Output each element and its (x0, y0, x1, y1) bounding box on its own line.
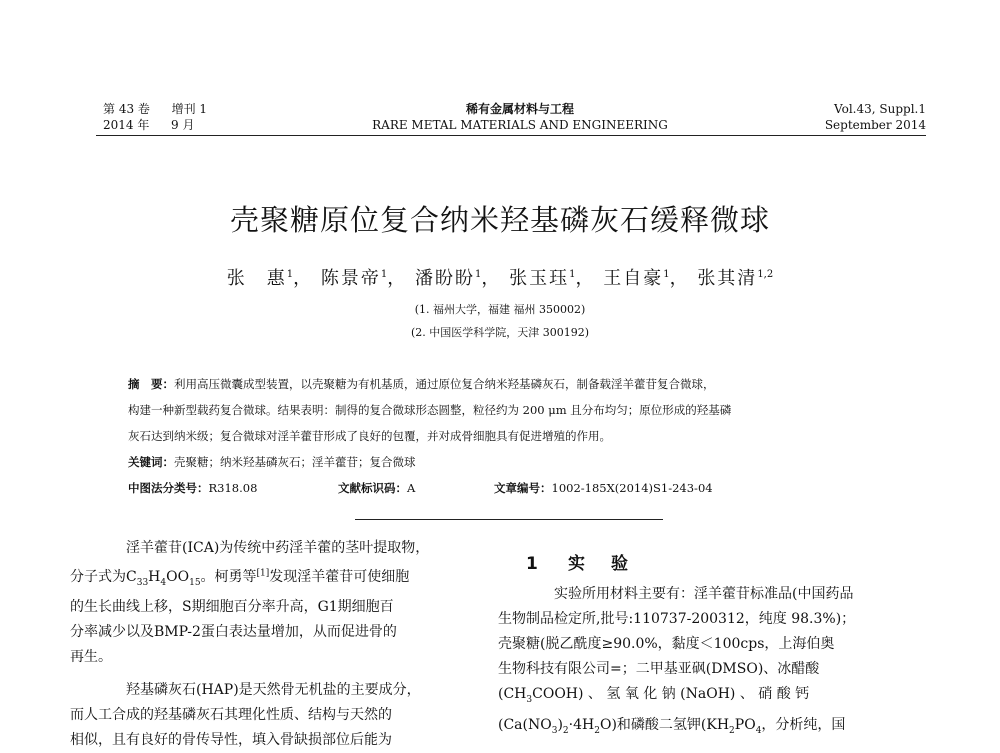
paragraph: 淫羊藿苷(ICA)为传统中药淫羊藿的茎叶提取物， 分子式为$C_{33}H_4OO_{15}$。柯勇等[1]发现淫羊藿苷可使细胞 的生长曲线上移，S期细胞百分率升高，G1期细胞百 分率减少以及BMP-2蛋白表达量增加，从而促进骨的 再生。 (70, 540, 430, 666)
abstract-line: 灰石达到纳米级；复合微球对淫羊藿苷形成了良好的包覆，并对成骨细胞具有促进增殖的作用。 (128, 429, 611, 443)
doc-code-label: 文献标识码： (338, 481, 407, 495)
header-left (103, 101, 263, 133)
volume-en: Vol.43, Suppl.1 (834, 102, 926, 116)
header-center (330, 101, 710, 133)
issue-label: 增刊 1 (171, 102, 208, 116)
abstract-line: 摘 要：利用高压微囊成型装置，以壳聚糖为有机基质，通过原位复合纳米羟基磷灰石，制备载淫羊藿苷复合微球， (128, 377, 715, 391)
author: 张其清$^{1,2}$ (697, 268, 774, 289)
author: 陈景帝$^1$ (320, 268, 388, 289)
month-label: 9 月 (171, 118, 195, 132)
date-en: September 2014 (824, 118, 926, 132)
doc-code-value: A (407, 481, 416, 495)
paragraph: 羟基磷灰石(HAP)是天然骨无机盐的主要成分， 而人工合成的羟基磷灰石其理化性质、结构与天然的 相似，且有良好的骨传导性，填入骨缺损部位后能为 (70, 682, 421, 749)
affiliation-2: (2. 中国医学科学院，天津 300192) (410, 326, 590, 339)
author: 张 惠$^1$ (226, 268, 294, 289)
section-heading (526, 549, 638, 574)
clc-label: 中图法分类号： (128, 481, 209, 495)
right-column (498, 582, 928, 744)
header-right (760, 101, 926, 133)
year-label: 2014 年 (103, 118, 150, 132)
section-number: 1 (526, 554, 548, 574)
author-list: 张 惠$^1$， 陈景帝$^1$， 潘盼盼$^1$， 张玉珏$^1$， 王自豪$^1$， 张其清$^{1,2}$ (226, 268, 774, 289)
abstract-label: 摘 要： (128, 377, 174, 391)
author: 张玉珏$^1$ (509, 268, 576, 289)
volume-label: 第 43 卷 (103, 102, 150, 116)
classification-line (128, 475, 886, 501)
section-title: 实 验 (568, 554, 638, 574)
affiliation-1: (1. 福州大学，福建 福州 350002) (414, 303, 586, 316)
article-no-label: 文章编号： (494, 481, 552, 495)
author: 潘盼盼$^1$ (414, 268, 482, 289)
abstract-block (128, 371, 886, 501)
journal-name-cn: 稀有金属材料与工程 (465, 102, 574, 116)
abstract-line: 构建一种新型载药复合微球。结果表明：制得的复合微球形态圆整，粒径约为 200 μm 且分布均匀；原位形成的羟基磷 (128, 403, 732, 417)
paper-title: 壳聚糖原位复合纳米羟基磷灰石缓释微球 (229, 203, 770, 237)
clc-value: R318.08 (208, 481, 258, 495)
header-rule (96, 135, 926, 136)
left-column (70, 536, 494, 753)
journal-name-en: RARE METAL MATERIALS AND ENGINEERING (372, 118, 668, 132)
article-no-value: 1002-185X(2014)S1-243-04 (551, 481, 713, 495)
paragraph: 实验所用材料主要有：淫羊藿苷标准品(中国药品 生物制品检定所,批号:110737-200312，纯度 98.3%)； 壳聚糖(脱乙酰度≥90.0%，黏度＜100cps，上海伯奥 生物科技有限公司=；二甲基亚砜(DMSO)、冰醋酸 $(CH_3COOH)$ 、 氢 氧 化 钠 (NaOH) 、 硝 酸 钙 $(Ca(NO_3)_2\cdot 4H_2O)$和磷酸二氢钾($KH_2PO_4$，分析纯，国 (498, 586, 856, 736)
author: 王自豪$^1$ (603, 268, 670, 289)
keywords-line: 关键词：壳聚糖；纳米羟基磷灰石；淫羊藿苷；复合微球 (128, 455, 416, 469)
keywords-label: 关键词： (128, 455, 174, 469)
separator-rule (355, 519, 663, 520)
